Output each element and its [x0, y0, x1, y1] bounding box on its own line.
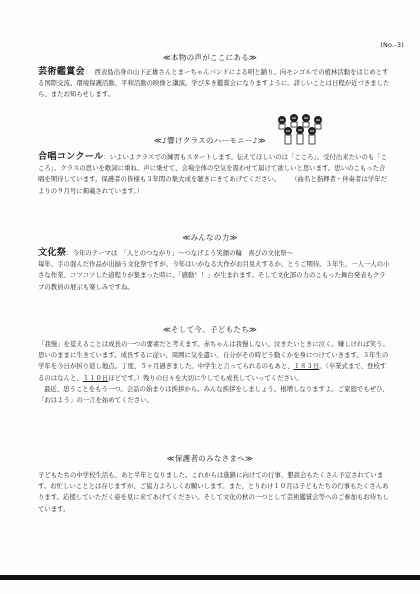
page-number: (No.-3)	[380, 41, 404, 49]
chorus-heading: ≪♪響けクラスのハーモニー♪≫	[153, 136, 267, 145]
growth-paragraph	[38, 339, 390, 406]
parents-heading: ≪保護者のみなさまへ≫	[166, 454, 254, 463]
growth-text-2: 最近、思うことをもう一つ。会話の始まりは挨拶から。みんな挨拶をしましょう。根増しなりますよ。ご家庭でもぜひ、「おはよう」の一言を始めてください。	[38, 384, 389, 405]
art-text: ： 西表島出身の山下正雄さんとまーちゃんバンドによる唄と踊り。向モンゴルでの植林活動をはじめとする国際交流、環境保護活動、平和活動の映像と講演。学び多き鑑賞会になりますように。詳しいことは日程が近づきましたら、またお知らせします。	[38, 68, 390, 99]
festival-intro: ：今年のテーマは 「人とのつながり」〜つなげよう笑顔の輪 喜びの文化祭〜	[66, 249, 294, 257]
chorus-paragraph	[38, 151, 390, 197]
festival-body: 毎年、手の混んだ作品が出揃う文化祭ですが、今年はいかなる大作がお目見えするか、とうご期待。３年生、一人一人の小さな作業、コツコツした道程りが集まった時に、「感動！！」が生まれます。そして文化部の力のこもった舞台発表もクラブの教員の展示も楽しみですね。	[38, 260, 390, 291]
school-days-remaining: １１０日	[82, 373, 109, 382]
art-heading: ≪本物の声がここにある≫	[162, 53, 258, 62]
days-until-graduation: １８３日	[293, 362, 320, 371]
growth-text-1: 「我慢」を覚えることは成長の一つの要素だと考えます。赤ちゃんは我慢しない。泣きたいときに泣く。嫌しければ笑う。思いのままに生きています。成長するに従い、周囲に気を遣い、自分がその時どう動くかを身につけていきます。３年生の学年を今日が折り返し地点。丁度、５ヶ月過ぎました。中学生と言ってられるのもあと、	[38, 340, 389, 371]
festival-paragraph	[38, 247, 390, 293]
parents-paragraph: 子どもたちの中学校生活も、あと半年となりました。これからは進路に向けての行事、懇談会もたくさん予定されています。お忙しいこととは存じますが、ご協力よろしくお願いします。また、とりわけ１０月は子どもたちの行事もたくさんあります。応援していただく姿を見に来てあげてください。そして文化の秋の一つとして芸術鑑賞会等へのご参加もお待ちしています。	[38, 471, 389, 513]
festival-heading: ≪みんなの力≫	[182, 233, 238, 242]
art-paragraph	[38, 66, 390, 101]
festival-lead: 文化祭	[38, 247, 67, 258]
choir-illustration	[270, 111, 330, 145]
bottom-border	[0, 575, 420, 580]
chorus-note: （曲名と指揮者・伴奏者は学年だよりの９月号に掲載されています。）	[38, 175, 388, 195]
growth-heading: ≪そして今、子どもたち≫	[162, 325, 258, 334]
art-lead: 芸術鑑賞会	[38, 66, 85, 77]
growth-text-1b: 。（卒業式まで、登校するのはなんと、	[38, 362, 387, 382]
chorus-text: ：いよいよクラスでの練習もスタートします。伝えてほしいのは「こころ」。受付出来たいのも「こころ」。クラスの思いを歌詞に重ね、声に乗せて、会場全体の空気を震わせて届けて欲しいと思います。思いのこもった合唱を期待しています。保護者の皆様も３年間の集大成を聴きにきてあげてください。	[38, 153, 388, 184]
growth-text-1c: ほどです。）残りの日々を大切に少しでも成長していってください。	[108, 373, 303, 382]
chorus-lead: 合唱コンクール	[38, 151, 104, 162]
